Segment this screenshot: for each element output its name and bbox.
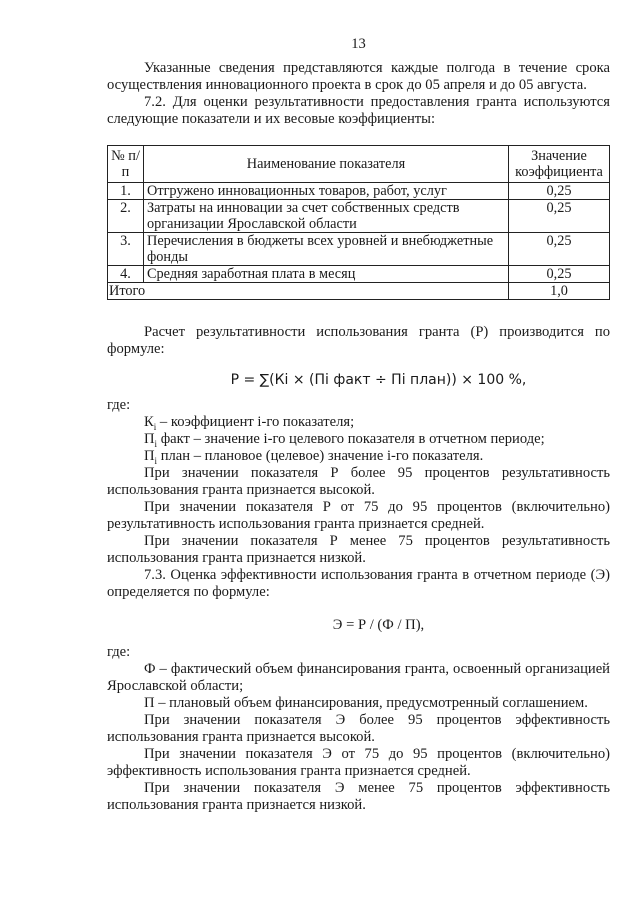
table-header-row [108, 146, 610, 183]
intro-paragraph-2: 7.2. Для оценки результативности предоставления гранта используются следующие показатели и их весовые коэффициенты: [107, 94, 610, 127]
row-num: 3. [108, 233, 144, 266]
total-value: 1,0 [509, 283, 610, 300]
def-p: П – плановый объем финансирования, предусмотренный соглашением. [144, 695, 588, 711]
results-high: При значении показателя Р более 95 процентов результативность использования гранта признается высокой. [107, 465, 610, 498]
def-pplan [107, 448, 610, 465]
table-total-row [108, 283, 610, 300]
row-name: Средняя заработная плата в месяц [144, 266, 509, 283]
row-name: Затраты на инновации за счет собственных средств организации Ярославской области [144, 200, 509, 233]
intro-paragraph-1: Указанные сведения представляются каждые полгода в течение срока осуществления инновационного проекта в срок до 05 апреля и до 05 августа. [107, 60, 610, 93]
def-pplan-subscript: i [154, 455, 158, 466]
efficiency-intro: 7.3. Оценка эффективности использования гранта в отчетном периоде (Э) определяется по формуле: [107, 567, 610, 600]
header-name: Наименование показателя [144, 146, 509, 183]
results-mid: При значении показателя Р от 75 до 95 процентов (включительно) результативность использования гранта признается средней. [107, 499, 610, 532]
row-name: Перечисления в бюджеты всех уровней и внебюджетные фонды [144, 233, 509, 266]
table-row [108, 233, 610, 266]
def-k-symbol: К [144, 414, 154, 430]
results-where: где: [107, 397, 131, 413]
row-value: 0,25 [509, 266, 610, 283]
def-k-subscript: i [153, 421, 157, 432]
header-value: Значение коэффициента [509, 146, 610, 183]
indicators-table [107, 145, 610, 300]
def-pfact [107, 431, 610, 448]
def-pfact-symbol: П [144, 431, 155, 447]
results-intro: Расчет результативности использования гранта (Р) производится по формуле: [107, 324, 610, 357]
def-k [107, 414, 610, 431]
efficiency-where: где: [107, 644, 131, 660]
results-formula: Р = ∑(Кi × (Пi факт ÷ Пi план)) × 100 %, [230, 372, 527, 388]
table-row [108, 266, 610, 283]
def-pplan-text: план – плановое (целевое) значение i-го показателя. [157, 448, 484, 464]
def-pfact-subscript: i [154, 438, 158, 449]
def-k-text: – коэффициент i-го показателя; [156, 414, 355, 430]
efficiency-low: При значении показателя Э менее 75 процентов эффективность использования гранта признается низкой. [107, 780, 610, 813]
def-pplan-symbol: П [144, 448, 155, 464]
total-label: Итого [108, 283, 509, 300]
row-value: 0,25 [509, 200, 610, 233]
document-page [107, 36, 610, 814]
table-row [108, 200, 610, 233]
row-value: 0,25 [509, 183, 610, 200]
row-num: 2. [108, 200, 144, 233]
efficiency-mid: При значении показателя Э от 75 до 95 процентов (включительно) эффективность использования гранта признается средней. [107, 746, 610, 779]
efficiency-high: При значении показателя Э более 95 процентов эффективность использования гранта признается высокой. [107, 712, 610, 745]
results-low: При значении показателя Р менее 75 процентов результативность использования гранта признается низкой. [107, 533, 610, 566]
table-row [108, 183, 610, 200]
row-value: 0,25 [509, 233, 610, 266]
row-name: Отгружено инновационных товаров, работ, услуг [144, 183, 509, 200]
page-number: 13 [351, 36, 366, 52]
header-num: № п/п [108, 146, 144, 183]
row-num: 1. [108, 183, 144, 200]
efficiency-formula: Э = Р / (Ф / П), [332, 617, 425, 633]
def-pfact-text: факт – значение i-го целевого показателя в отчетном периоде; [157, 431, 545, 447]
def-f: Ф – фактический объем финансирования гранта, освоенный организацией Ярославской области; [107, 661, 610, 694]
row-num: 4. [108, 266, 144, 283]
